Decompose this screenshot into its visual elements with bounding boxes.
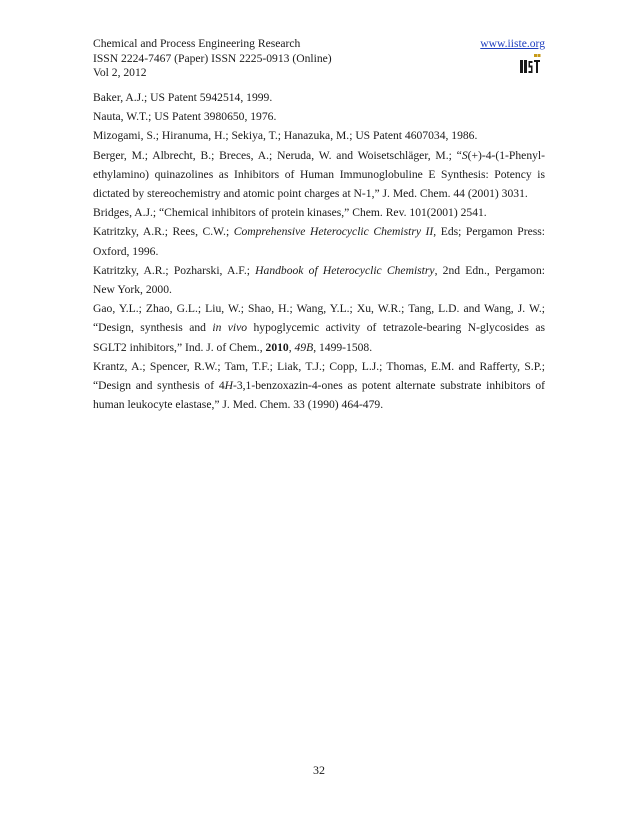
volume-line: Vol 2, 2012 — [93, 66, 147, 80]
issn-line: ISSN 2224-7467 (Paper) ISSN 2225-0913 (Online) — [93, 51, 332, 65]
website-link[interactable]: www.iiste.org — [480, 37, 545, 50]
journal-title: Chemical and Process Engineering Research — [93, 37, 301, 50]
reference-item: Nauta, W.T.; US Patent 3980650, 1976. — [93, 110, 277, 124]
page-header — [93, 37, 545, 81]
reference-item: Mizogami, S.; Hiranuma, H.; Sekiya, T.; Hanazuka, M.; US Patent 4607034, 1986. — [93, 129, 478, 143]
reference-item: Berger, M.; Albrecht, B.; Breces, A.; Neruda, W. and Woisetschläger, M.; “S(+)-4-(1-Phenyl- ethylamino) quinazolines as Inhibitors of Human Immunoglobuline E Synthesis: Potency is dictated by stereochemistry and atomic point charges at N-1,” J. Med. Chem. 44 (2001) 3031. — [93, 148, 545, 201]
reference-item: Katritzky, A.R.; Pozharski, A.F.; Handbook of Heterocyclic Chemistry, 2nd Edn., Pergamon: New York, 2000. — [93, 263, 545, 297]
page-number: 32 — [313, 763, 325, 777]
reference-item: Katritzky, A.R.; Rees, C.W.; Comprehensive Heterocyclic Chemistry II, Eds; Pergamon Press: Oxford, 1996. — [93, 225, 545, 258]
reference-item: Bridges, A.J.; “Chemical inhibitors of protein kinases,” Chem. Rev. 101(2001) 2541. — [93, 206, 487, 220]
reference-list — [93, 88, 545, 414]
reference-item: Gao, Y.L.; Zhao, G.L.; Liu, W.; Shao, H.; Wang, Y.L.; Xu, W.R.; Tang, L.D. and Wang, J. W.; “Design, synthesis and in vivo hypoglycemic activity of tetrazole-bearing N-glycosides as SGLT2 inhibitors,” Ind. J. of Chem., 2010, 49B, 1499-1508. — [93, 302, 545, 354]
iiste-logo — [519, 53, 541, 75]
reference-item: Baker, A.J.; US Patent 5942514, 1999. — [93, 91, 273, 104]
reference-item: Krantz, A.; Spencer, R.W.; Tam, T.F.; Liak, T.J.; Copp, L.J.; Thomas, E.M. and Rafferty, S.P.; “Design and synthesis of 4H-3,1-benzoxazin-4-ones as potent alternate substrate inhibitors of human leukocyte elastase,” J. Med. Chem. 33 (1990) 464-479. — [93, 359, 545, 412]
